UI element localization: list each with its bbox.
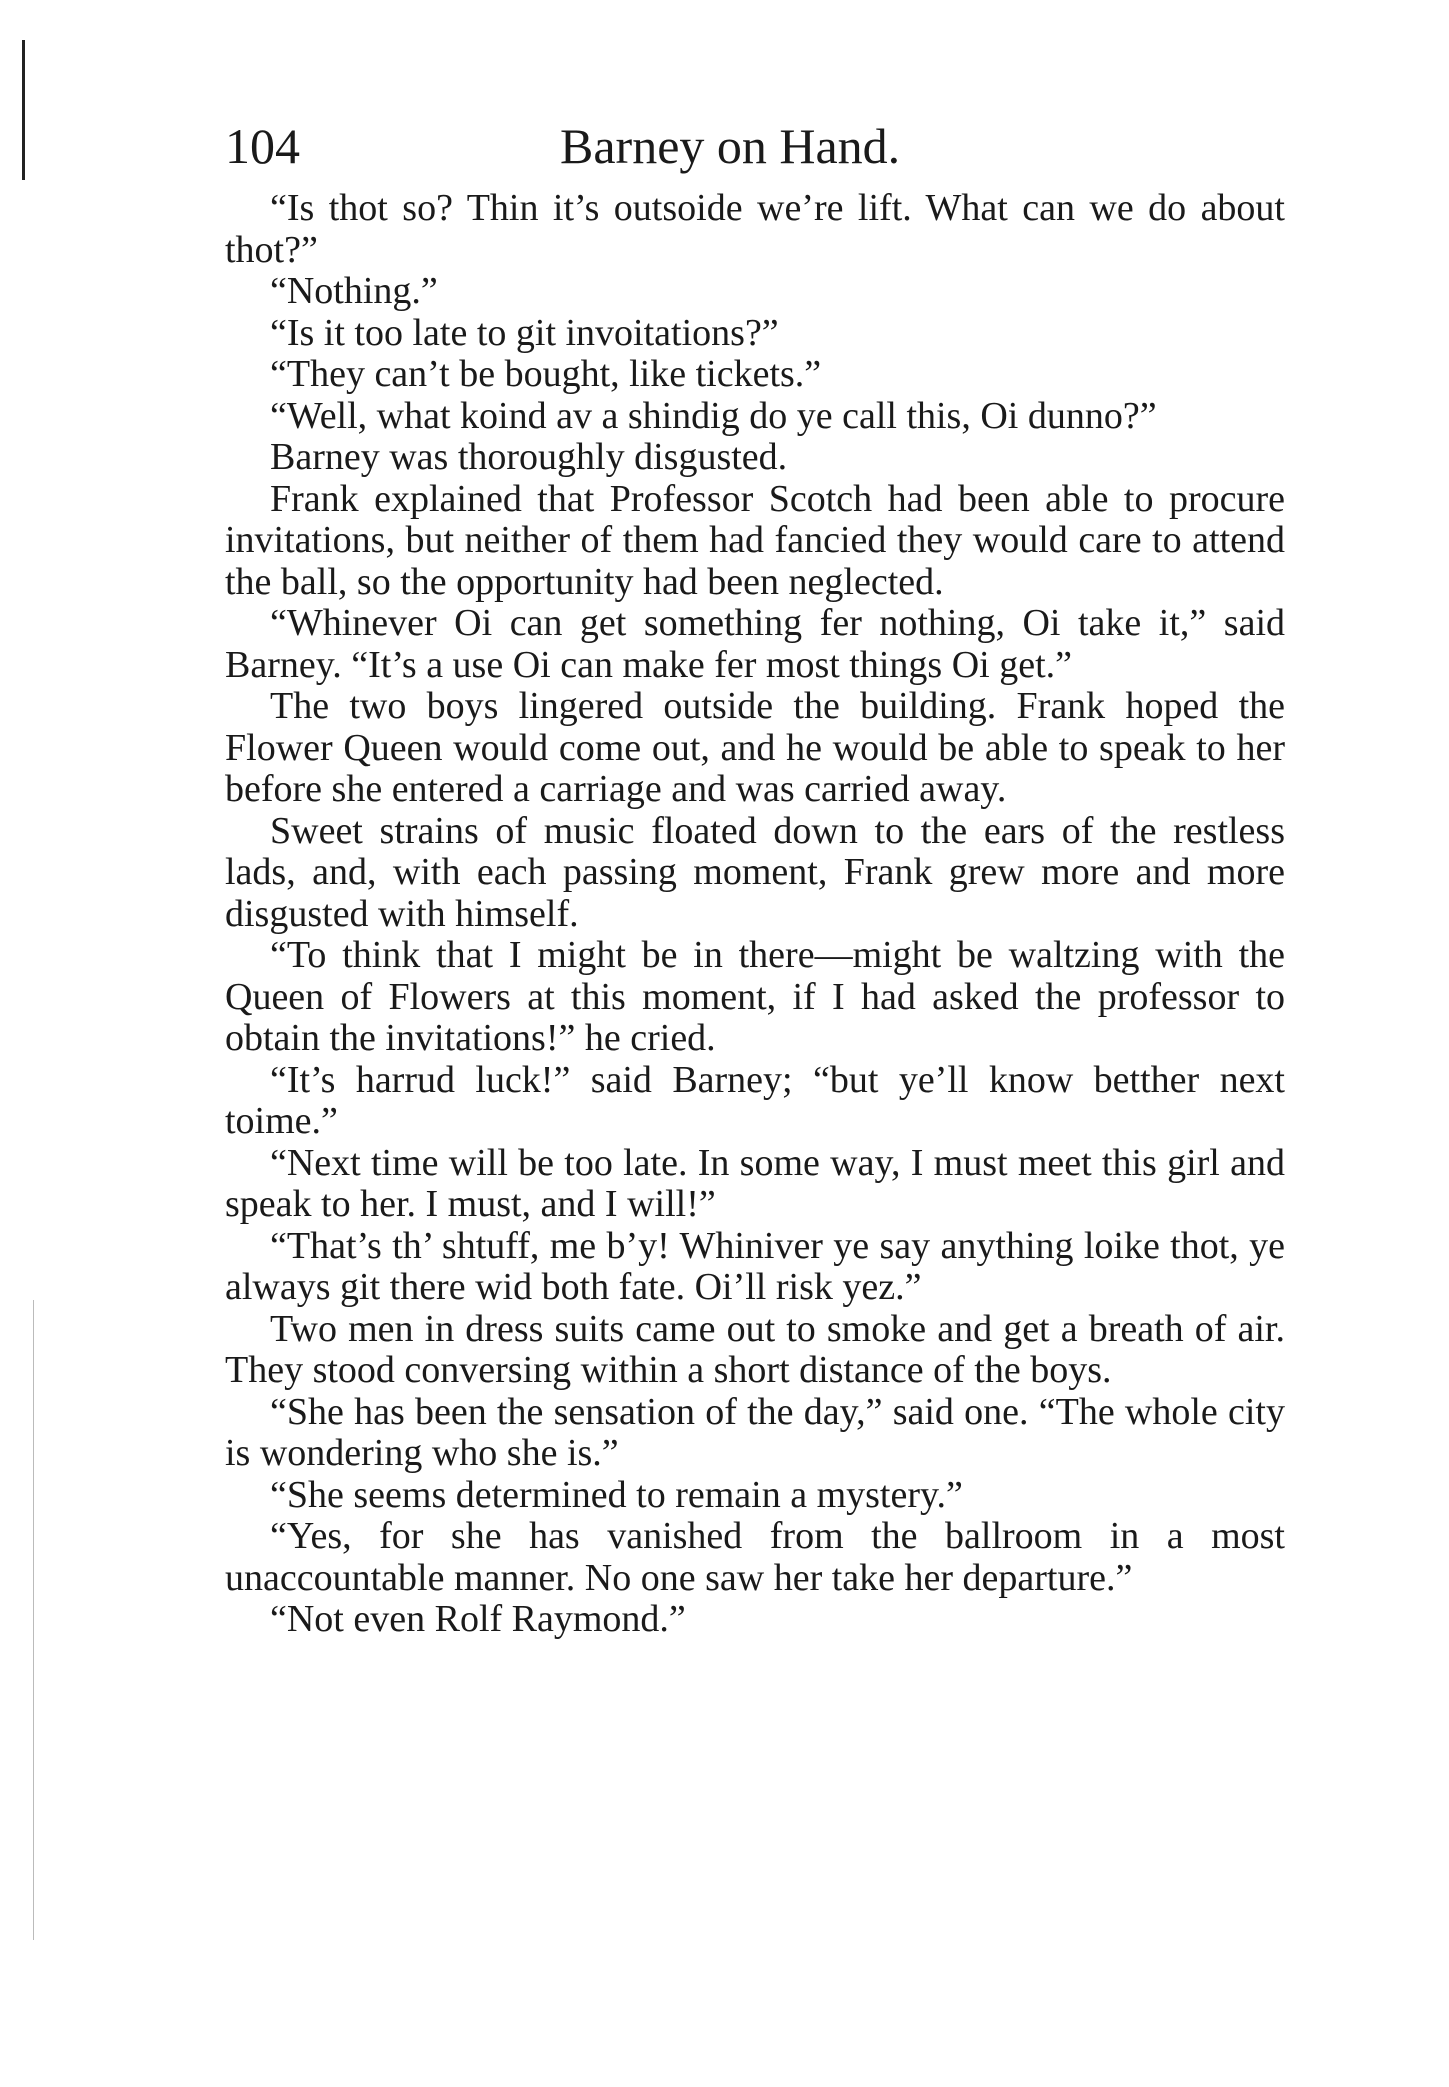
paragraph: “That’s th’ shtuff, me b’y! Whiniver ye say anything loike thot, ye always git there wid both fate. Oi’ll risk yez.”: [225, 1224, 1285, 1308]
paragraph: “She has been the sensation of the day,” said one. “The whole city is wondering who she is.”: [225, 1390, 1285, 1474]
paragraph: The two boys lingered outside the building. Frank hoped the Flower Queen would come out, and he would be able to speak to her before she entered a carriage and was carried away.: [225, 685, 1285, 810]
running-head: [225, 110, 1285, 182]
paragraph: “Not even Rolf Raymond.”: [270, 1598, 686, 1640]
paragraph: Frank explained that Professor Scotch had been able to procure invitations, but neither of them had fancied they would care to attend the ball, so the opportunity had been neglected.: [225, 477, 1285, 603]
paragraph: “Well, what koind av a shindig do ye call this, Oi dunno?”: [270, 394, 1157, 437]
page-number: 104: [225, 118, 300, 174]
paragraph: “It’s harrud luck!” said Barney; “but ye’ll know betther next toime.”: [225, 1058, 1285, 1142]
paragraph: “Is thot so? Thin it’s outsoide we’re lift. What can we do about thot?”: [225, 187, 1285, 271]
paragraph: Sweet strains of music floated down to the ears of the restless lads, and, with each passing moment, Frank grew more and more disgusted with himself.: [225, 809, 1285, 935]
body-text: [225, 188, 1285, 1641]
running-title: Barney on Hand.: [560, 118, 901, 174]
binding-edge-line: [22, 40, 25, 180]
paragraph: “She seems determined to remain a mystery.”: [270, 1473, 963, 1516]
paragraph: Barney was thoroughly disgusted.: [270, 436, 788, 478]
book-page: [225, 110, 1285, 1641]
paragraph: “Yes, for she has vanished from the ballroom in a most unaccountable manner. No one saw her take her departure.”: [225, 1515, 1285, 1599]
binding-edge-line-faint: [33, 1300, 34, 1940]
paragraph: “Is it too late to git invoitations?”: [270, 311, 779, 354]
paragraph: Two men in dress suits came out to smoke and get a breath of air. They stood conversing within a short distance of the boys.: [225, 1307, 1285, 1391]
paragraph: “Next time will be too late. In some way, I must meet this girl and speak to her. I must, and I will!”: [225, 1141, 1285, 1225]
paragraph: “To think that I might be in there—might be waltzing with the Queen of Flowers at this moment, if I had asked the professor to obtain the invitations!” he cried.: [225, 934, 1285, 1059]
paragraph: “Nothing.”: [270, 270, 438, 312]
paragraph: “Whinever Oi can get something fer nothing, Oi take it,” said Barney. “It’s a use Oi can make fer most things Oi get.”: [225, 602, 1285, 686]
paragraph: “They can’t be bought, like tickets.”: [270, 353, 822, 395]
